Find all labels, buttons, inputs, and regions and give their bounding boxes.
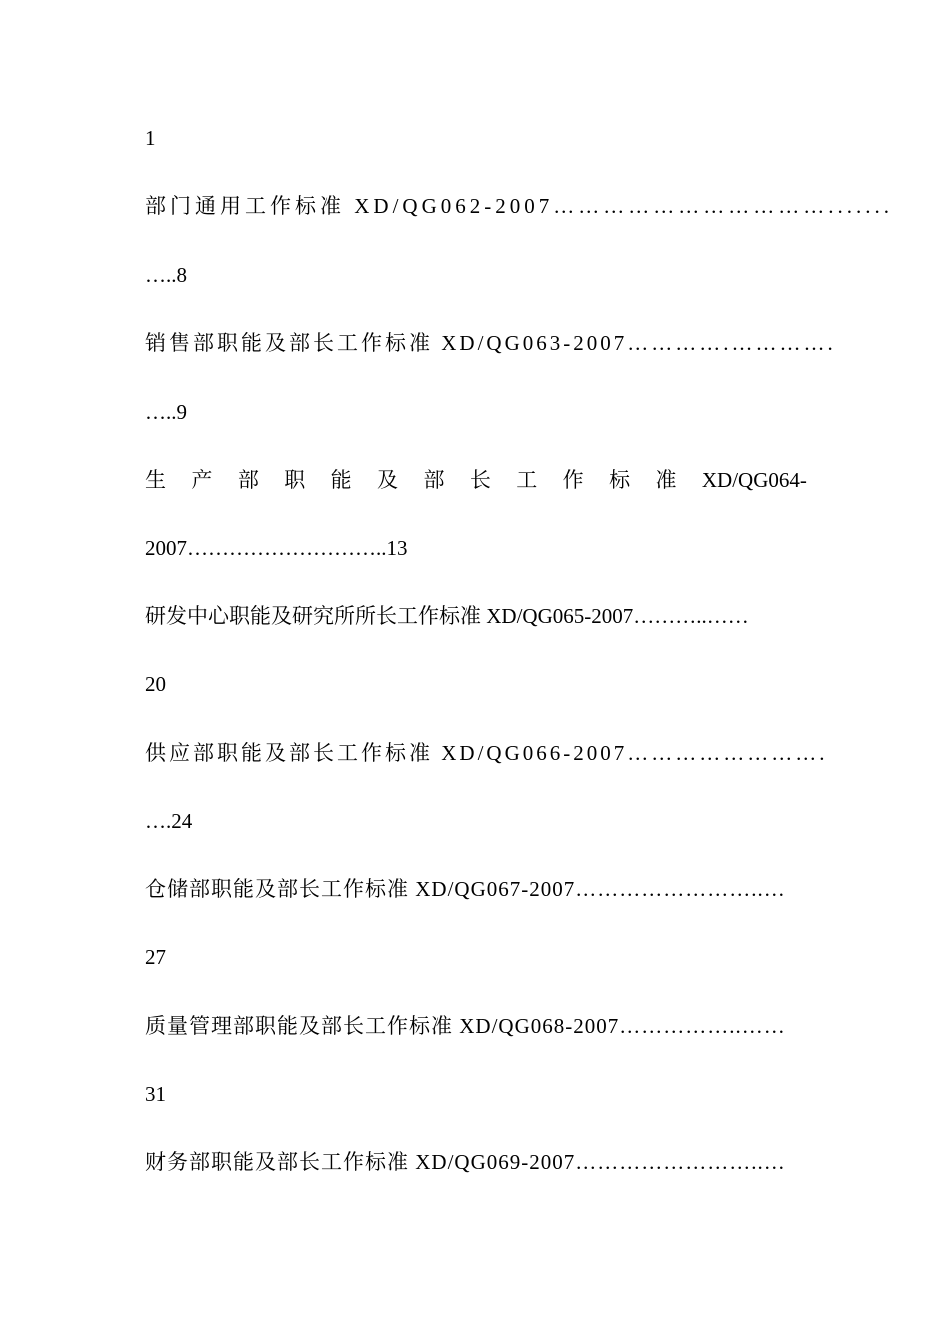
toc-entry-sales: 销售部职能及部长工作标准 XD/QG063-2007………….…………. — [145, 331, 836, 355]
toc-entry-production-continued: 2007………………………..13 — [145, 536, 408, 560]
toc-entry-quality-management: 质量管理部职能及部长工作标准 XD/QG068-2007……………..…… — [145, 1014, 786, 1038]
toc-page-number: …..8 — [145, 263, 187, 287]
toc-entry-code: XD/QG064- — [701, 468, 807, 492]
toc-entry-char: 生 — [145, 468, 166, 492]
toc-entry-char: 能 — [330, 468, 352, 492]
toc-entry-rnd-center: 研发中心职能及研究所所长工作标准 XD/QG065-2007………..…… — [145, 604, 749, 628]
toc-entry-char: 部 — [423, 468, 445, 492]
toc-page-number: …..9 — [145, 400, 187, 424]
toc-page-number: ….24 — [145, 809, 193, 833]
toc-line-page-1: 1 — [145, 126, 156, 150]
toc-page-number: 31 — [145, 1082, 166, 1106]
toc-entry-char: 准 — [655, 468, 677, 492]
toc-entry-finance: 财务部职能及部长工作标准 XD/QG069-2007……………………..… — [145, 1150, 786, 1174]
toc-entry-char: 标 — [609, 468, 631, 492]
toc-entry-char: 及 — [377, 468, 399, 492]
toc-entry-char: 工 — [516, 468, 538, 492]
toc-page-number: 27 — [145, 945, 166, 969]
toc-entry-char: 部 — [237, 468, 259, 492]
toc-entry-department-general: 部门通用工作标准 XD/QG062-2007……………………………....... — [145, 194, 893, 218]
toc-entry-warehouse: 仓储部职能及部长工作标准 XD/QG067-2007……………………..… — [145, 877, 786, 901]
toc-entry-production — [145, 466, 807, 494]
toc-page-number: 20 — [145, 672, 166, 696]
toc-entry-supply: 供应部职能及部长工作标准 XD/QG066-2007……………………. — [145, 741, 828, 765]
toc-entry-char: 作 — [562, 468, 584, 492]
toc-entry-char: 职 — [284, 468, 306, 492]
toc-entry-char: 产 — [191, 468, 213, 492]
toc-entry-char: 长 — [469, 468, 491, 492]
